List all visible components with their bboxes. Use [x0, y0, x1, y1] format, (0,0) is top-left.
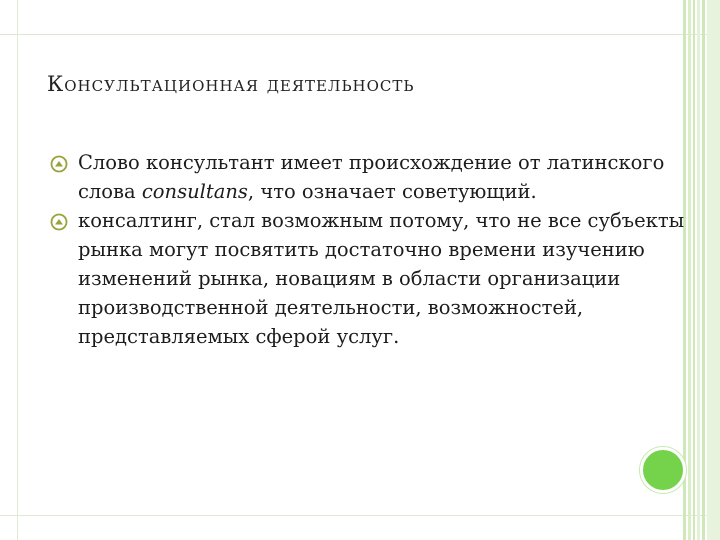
bullet-item-1: [50, 148, 690, 206]
bullet-text: [78, 209, 684, 348]
decorative-stripe: [707, 0, 720, 540]
bullet-text-start: консалтинг, стал возможным потому, что не все субъекты рынка могут посвятить достаточно времени изучению изменений рынка, новациям в области организации производственной деятельности, возможностей, представляемых сферой услуг.: [78, 209, 685, 348]
decorative-stripe: [693, 0, 695, 540]
bullet-list: [50, 148, 690, 351]
frame-bottom-line: [0, 515, 720, 516]
caret-up-circle-icon: [50, 213, 68, 231]
decorative-stripe: [697, 0, 700, 540]
caret-up-circle-icon: [50, 155, 68, 173]
bullet-text-italic: consultans: [141, 180, 248, 203]
slide-title: Консультационная деятельность: [47, 72, 415, 96]
decorative-green-circle: [640, 447, 686, 493]
bullet-text: [78, 151, 664, 203]
frame-left-line: [17, 0, 18, 540]
bullet-text-start: Слово консультант имеет происхождение от латинского слова: [78, 151, 665, 203]
bullet-text-end: , что означает советующий.: [247, 180, 537, 203]
frame-top-line: [0, 0, 720, 35]
bullet-item-2: [50, 206, 690, 351]
decorative-stripe: [702, 0, 705, 540]
